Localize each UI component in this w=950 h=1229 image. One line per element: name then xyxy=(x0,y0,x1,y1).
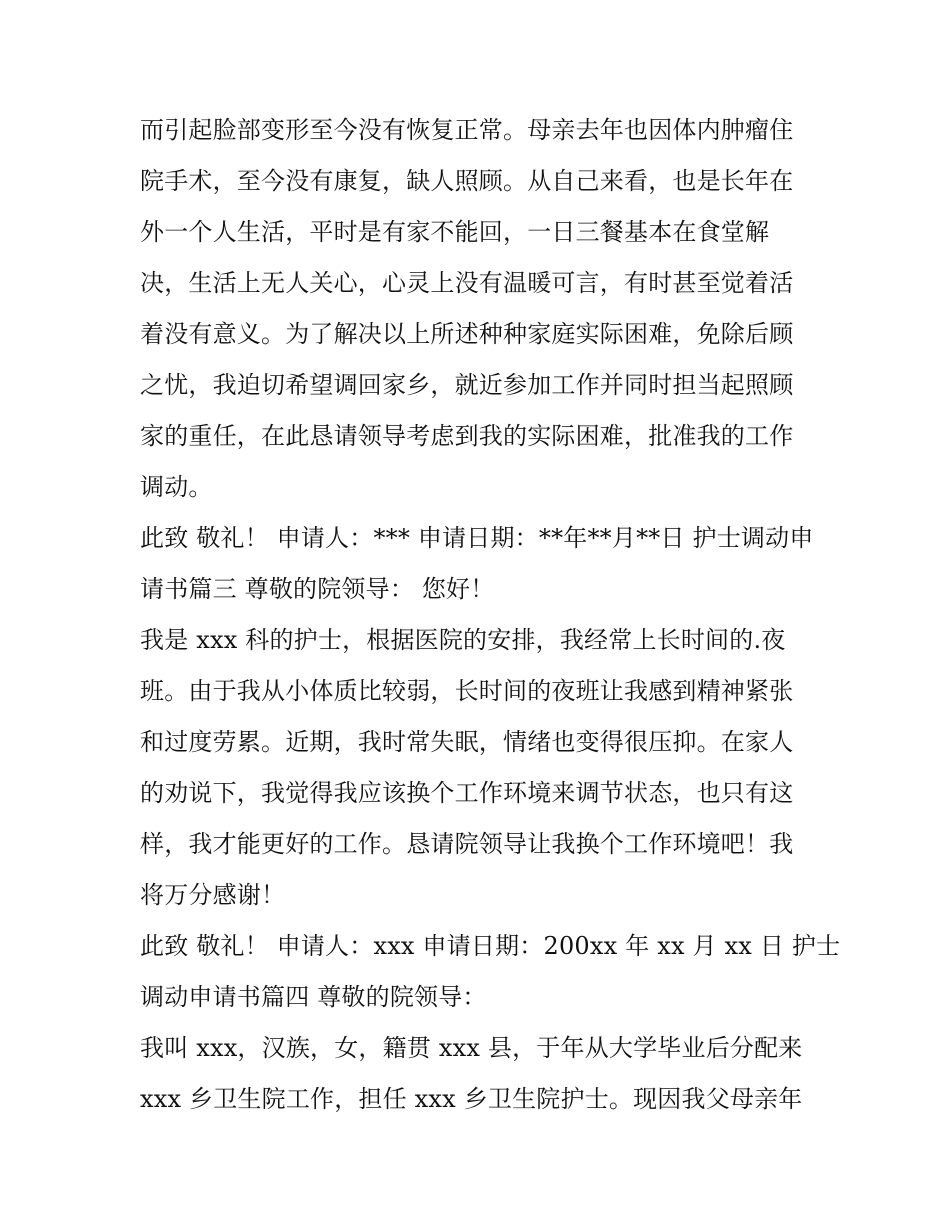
text-line: 之忧，我迫切希望调回家乡，就近参加工作并同时担当起照顾 xyxy=(140,371,794,399)
text-line: 我是 xxx 科的护士，根据医院的安排，我经常上长时间的.夜 xyxy=(140,626,786,654)
text-line: 调动。 xyxy=(140,473,213,501)
text-line: xxx 乡卫生院工作，担任 xxx 乡卫生院护士。现因我父母亲年 xyxy=(140,1085,803,1113)
text-line: 将万分感谢！ xyxy=(140,881,286,909)
text-line: 此致 敬礼！ 申请人：xxx 申请日期：200xx 年 xx 月 xx 日 护士 xyxy=(140,932,841,960)
text-line: 的劝说下，我觉得我应该换个工作环境来调节状态，也只有这 xyxy=(140,779,794,807)
text-line: 和过度劳累。近期，我时常失眠，情绪也变得很压抑。在家人 xyxy=(140,728,794,756)
text-line: 请书篇三 尊敬的院领导： 您好！ xyxy=(140,575,495,603)
document-body xyxy=(140,105,841,1125)
text-line: 班。由于我从小体质比较弱，长时间的夜班让我感到精神紧张 xyxy=(140,677,794,705)
text-line: 院手术，至今没有康复，缺人照顾。从自己来看，也是长年在 xyxy=(140,167,794,195)
text-line: 调动申请书篇四 尊敬的院领导： xyxy=(140,983,487,1011)
text-line: 样，我才能更好的工作。恳请院领导让我换个工作环境吧！我 xyxy=(140,830,794,858)
text-line: 着没有意义。为了解决以上所述种种家庭实际困难，免除后顾 xyxy=(140,320,794,348)
text-line: 外一个人生活，平时是有家不能回，一日三餐基本在食堂解 xyxy=(140,218,770,246)
text-line: 此致 敬礼！ 申请人：*** 申请日期：**年**月**日 护士调动申 xyxy=(140,524,814,552)
text-line: 我叫 xxx，汉族，女，籍贯 xxx 县，于年从大学毕业后分配来 xyxy=(140,1034,803,1062)
text-line: 而引起脸部变形至今没有恢复正常。母亲去年也因体内肿瘤住 xyxy=(140,116,794,144)
text-line: 家的重任，在此恳请领导考虑到我的实际困难，批准我的工作 xyxy=(140,422,794,450)
text-line: 决，生活上无人关心，心灵上没有温暖可言，有时甚至觉着活 xyxy=(140,269,794,297)
